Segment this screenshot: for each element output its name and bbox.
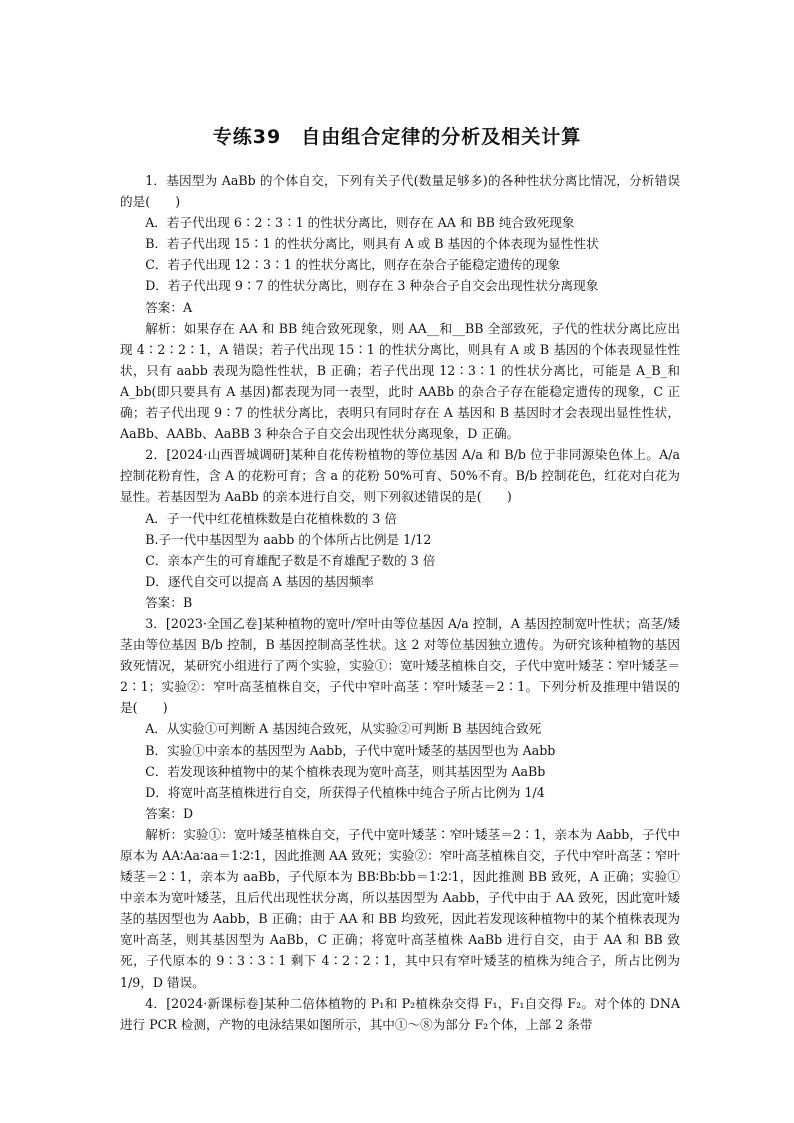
question-2-option-c: C．亲本产生的可育雄配子数是不育雄配子数的 3 倍 [145,552,436,568]
question-2-option-b: B.子一代中基因型为 aabb 的个体所占比例是 1/12 [145,531,432,547]
question-3-stem: 3．[2023·全国乙卷]某种植物的宽叶/窄叶由等位基因 A/a 控制，A 基因控制宽叶性状；高茎/矮茎由等位基因 B/b 控制，B 基因控制高茎性状。这 2 对等位基因独立遗传。为研究该种植物的基因致死情况，某研究小组进行了两个实验，实验①：宽叶矮茎植株自交，子代中宽叶矮茎∶窄叶矮茎＝2∶1；实验②：窄叶高茎植株自交，子代中窄叶高茎∶窄叶矮茎＝2∶1。下列分析及推理中错误的是( ) [120,615,680,716]
document-body [120,170,680,1035]
question-2-stem: 2．[2024·山西晋城调研]某种自花传粉植物的等位基因 A/a 和 B/b 位于非同源染色体上。A/a 控制花粉育性，含 A 的花粉可育；含 a 的花粉 50%可育、50%不育。B/b 控制花色，红花对白花为显性。若基因型为 AaBb 的亲本进行自交，则下列叙述错误的是( ) [120,447,680,505]
question-2-option-a: A．子一代中红花植株数是白花植株数的 3 倍 [145,510,397,526]
page-title: 专练39 自由组合定律的分析及相关计算 [212,126,582,148]
question-4-stem: 4．[2024·新课标卷]某种二倍体植物的 P₁和 P₂植株杂交得 F₁，F₁自交得 F₂。对个体的 DNA 进行 PCR 检测，产物的电泳结果如图所示，其中①～⑧为部分 F₂个体，上部 2 条带 [120,995,680,1032]
question-1-answer: 答案：A [145,299,193,315]
question-3-answer: 答案：D [145,805,194,821]
question-1-stem: 1．基因型为 AaBb 的个体自交，下列有关子代(数量足够多)的各种性状分离比情况，分析错误的是( ) [120,173,680,210]
question-1-option-d: D．若子代出现 9∶7 的性状分离比，则存在 3 种杂合子自交会出现性状分离现象 [145,278,599,294]
question-1-option-b: B．若子代出现 15∶1 的性状分离比，则具有 A 或 B 基因的个体表现为显性性状 [145,236,599,252]
question-1-option-a: A．若子代出现 6∶2∶3∶1 的性状分离比，则存在 AA 和 BB 纯合致死现象 [145,215,575,231]
question-3-option-c: C．若发现该种植物中的某个植株表现为宽叶高茎，则其基因型为 AaBb [145,763,546,779]
question-1-explanation: 解析：如果存在 AA 和 BB 纯合致死现象，则 AA__和__BB 全部致死，子代的性状分离比应出现 4∶2∶2∶1，A 错误；若子代出现 15∶1 的性状分离比，则具有 A 或 B 基因的个体表现显性性状，只有 aabb 表现为隐性性状，B 正确；若子代出现 12∶3∶1 的性状分离比，可能是 A_B_和 A_bb(即只要具有 A 基因)都表现为同一表型，此时 AABb 的杂合子存在能稳定遗传的现象，C 正确；若子代出现 9∶7 的性状分离比，表明只有同时存在 A 基因和 B 基因时才会表现出显性性状，AaBb、AABb、AaBB 3 种杂合子自交会出现性状分离现象，D 正确。 [120,320,680,442]
question-3-option-d: D．将宽叶高茎植株进行自交，所获得子代植株中纯合子所占比例为 1/4 [145,784,545,800]
question-3-option-b: B．实验①中亲本的基因型为 Aabb，子代中宽叶矮茎的基因型也为 Aabb [145,742,556,758]
question-3-option-a: A．从实验①可判断 A 基因纯合致死，从实验②可判断 B 基因纯合致死 [145,721,542,737]
question-3-explanation: 解析：实验①：宽叶矮茎植株自交，子代中宽叶矮茎∶窄叶矮茎＝2∶1，亲本为 Aabb，子代中原本为 AA∶Aa∶aa＝1∶2∶1，因此推测 AA 致死；实验②：窄叶高茎植株自交，子代中窄叶高茎∶窄叶矮茎＝2∶1，亲本为 aaBb，子代原本为 BB∶Bb∶bb＝1∶2∶1，因此推测 BB 致死，A 正确；实验①中亲本为宽叶矮茎，且后代出现性状分离，所以基因型为 Aabb，子代中由于 AA 致死，因此宽叶矮茎的基因型也为 Aabb，B 正确；由于 AA 和 BB 均致死，因此若发现该种植物中的某个植株表现为宽叶高茎，则其基因型为 AaBb，C 正确；将宽叶高茎植株 AaBb 进行自交，由于 AA 和 BB 致死，子代原本的 9∶3∶3∶1 剩下 4∶2∶2∶1，其中只有窄叶矮茎的植株为纯合子，所占比例为 1/9，D 错误。 [120,826,680,990]
question-2-option-d: D．逐代自交可以提高 A 基因的基因频率 [145,573,374,589]
question-2-answer: 答案：B [145,594,193,610]
question-1-option-c: C．若子代出现 12∶3∶1 的性状分离比，则存在杂合子能稳定遗传的现象 [145,257,561,273]
